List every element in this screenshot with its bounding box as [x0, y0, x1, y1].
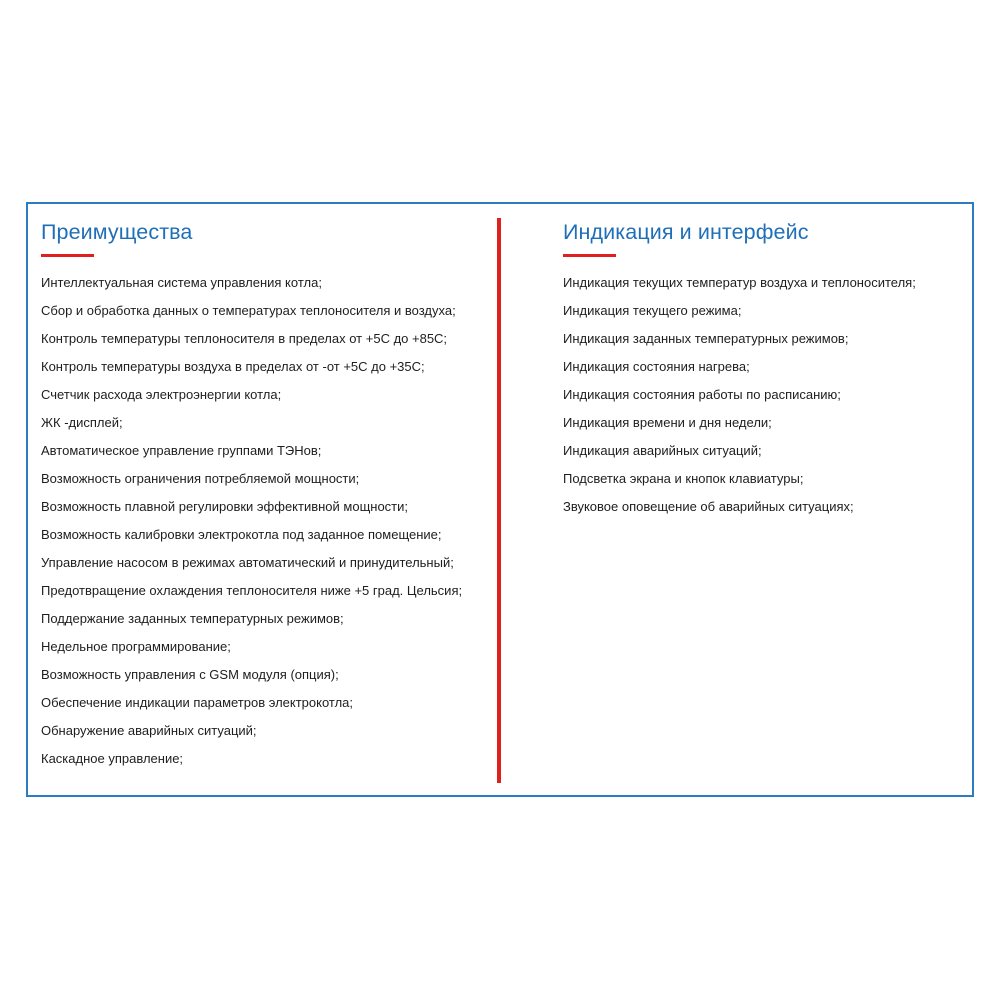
advantages-item: Поддержание заданных температурных режимов;	[41, 610, 344, 626]
advantages-item: Сбор и обработка данных о температурах теплоносителя и воздуха;	[41, 302, 456, 318]
indication-item: Индикация аварийных ситуаций;	[563, 442, 762, 458]
advantages-item: Интеллектуальная система управления котла;	[41, 274, 322, 290]
advantages-item: Контроль температуры воздуха в пределах от -от +5С до +35С;	[41, 358, 425, 374]
indication-title-underline	[563, 254, 616, 257]
indication-list	[563, 275, 963, 527]
features-panel	[26, 202, 974, 797]
advantages-item: Обнаружение аварийных ситуаций;	[41, 722, 257, 738]
indication-item: Индикация текущих температур воздуха и теплоносителя;	[563, 274, 916, 290]
advantages-item: Возможность плавной регулировки эффективной мощности;	[41, 498, 409, 514]
indication-item: Индикация времени и дня недели;	[563, 414, 772, 430]
indication-title: Индикация и интерфейс	[563, 220, 809, 244]
advantages-item: Недельное программирование;	[41, 638, 231, 654]
advantages-item: ЖК -дисплей;	[41, 414, 123, 430]
advantages-item: Возможность калибровки электрокотла под заданное помещение;	[41, 526, 442, 542]
indication-item: Подсветка экрана и кнопок клавиатуры;	[563, 470, 804, 486]
advantages-item: Обеспечение индикации параметров электрокотла;	[41, 694, 354, 710]
advantages-item: Управление насосом в режимах автоматический и принудительный;	[41, 554, 454, 570]
advantages-item: Предотвращение охлаждения теплоносителя ниже +5 град. Цельсия;	[41, 582, 463, 598]
indication-item: Индикация состояния работы по расписанию;	[563, 386, 841, 402]
advantages-item: Автоматическое управление группами ТЭНов;	[41, 442, 322, 458]
advantages-item: Возможность ограничения потребляемой мощности;	[41, 470, 360, 486]
indication-section	[563, 220, 963, 527]
advantages-list	[41, 275, 481, 779]
indication-item: Индикация состояния нагрева;	[563, 358, 750, 374]
advantages-title: Преимущества	[41, 220, 193, 244]
advantages-item: Каскадное управление;	[41, 750, 184, 766]
column-divider	[497, 218, 501, 783]
indication-item: Индикация текущего режима;	[563, 302, 742, 318]
advantages-title-underline	[41, 254, 94, 257]
indication-item: Звуковое оповещение об аварийных ситуациях;	[563, 498, 854, 514]
advantages-item: Возможность управления с GSM модуля (опция);	[41, 666, 339, 682]
advantages-item: Счетчик расхода электроэнергии котла;	[41, 386, 282, 402]
advantages-item: Контроль температуры теплоносителя в пределах от +5С до +85С;	[41, 330, 448, 346]
advantages-section	[41, 220, 481, 779]
indication-item: Индикация заданных температурных режимов;	[563, 330, 849, 346]
